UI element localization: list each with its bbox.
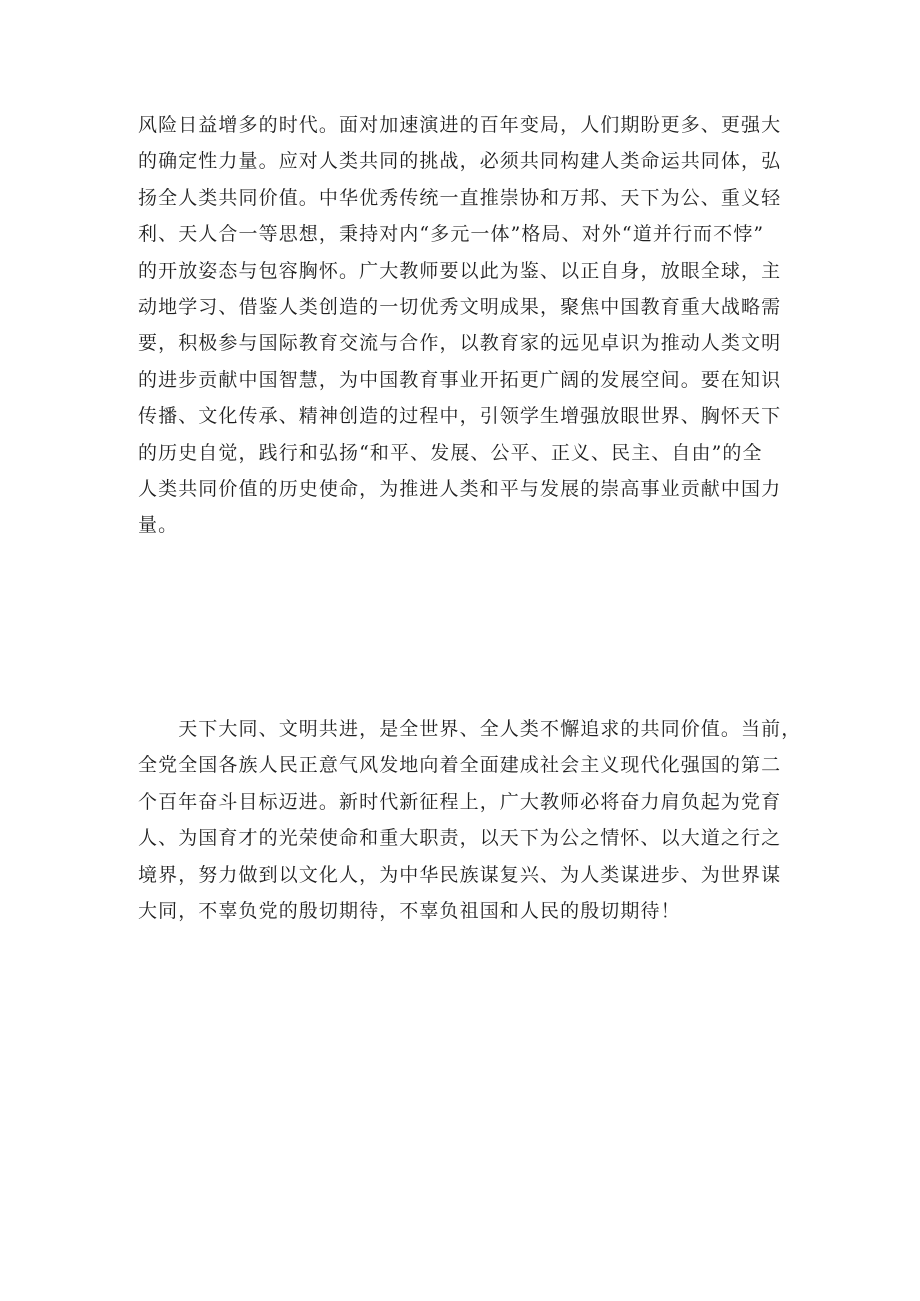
text-line: 传播、文化传承、精神创造的过程中，引领学生增强放眼世界、胸怀天下 bbox=[138, 405, 782, 428]
text-line: 要，积极参与国际教育交流与合作，以教育家的远见卓识为推动人类文明 bbox=[138, 332, 782, 355]
text-line: 大同，不辜负党的殷切期待，不辜负祖国和人民的殷切期待！ bbox=[138, 900, 681, 923]
paragraph-1 bbox=[138, 107, 788, 544]
text-line: 的确定性力量。应对人类共同的挑战，必须共同构建人类命运共同体，弘 bbox=[138, 150, 782, 173]
text-line: 个百年奋斗目标迈进。新时代新征程上，广大教师必将奋力肩负起为党育 bbox=[138, 790, 782, 813]
text-line: 扬全人类共同价值。中华优秀传统一直推崇协和万邦、天下为公、重义轻 bbox=[138, 186, 782, 209]
text-line: 的进步贡献中国智慧，为中国教育事业开拓更广阔的发展空间。要在知识 bbox=[138, 368, 782, 391]
text-line: 人类共同价值的历史使命，为推进人类和平与发展的崇高事业贡献中国力 bbox=[138, 478, 782, 501]
text-line: 的历史自觉，践行和弘扬“和平、发展、公平、正义、民主、自由”的全 bbox=[138, 441, 763, 464]
text-line: 天下大同、文明共进，是全世界、全人类不懈追求的共同价值。当前， bbox=[138, 718, 802, 740]
text-line: 的开放姿态与包容胸怀。广大教师要以此为鉴、以正自身，放眼全球，主 bbox=[138, 259, 782, 282]
text-line: 量。 bbox=[138, 514, 179, 537]
text-line: 风险日益增多的时代。面对加速演进的百年变局，人们期盼更多、更强大 bbox=[138, 114, 782, 136]
paragraph-2 bbox=[138, 711, 802, 929]
text-line: 动地学习、借鉴人类创造的一切优秀文明成果，聚焦中国教育重大战略需 bbox=[138, 296, 782, 319]
text-line: 人、为国育才的光荣使命和重大职责，以天下为公之情怀、以大道之行之 bbox=[138, 827, 782, 850]
text-line: 利、天人合一等思想，秉持对内“多元一体”格局、对外“道并行而不悖” bbox=[138, 223, 765, 246]
text-line: 全党全国各族人民正意气风发地向着全面建成社会主义现代化强国的第二 bbox=[138, 754, 782, 777]
text-line: 境界，努力做到以文化人，为中华民族谋复兴、为人类谋进步、为世界谋 bbox=[138, 863, 782, 886]
